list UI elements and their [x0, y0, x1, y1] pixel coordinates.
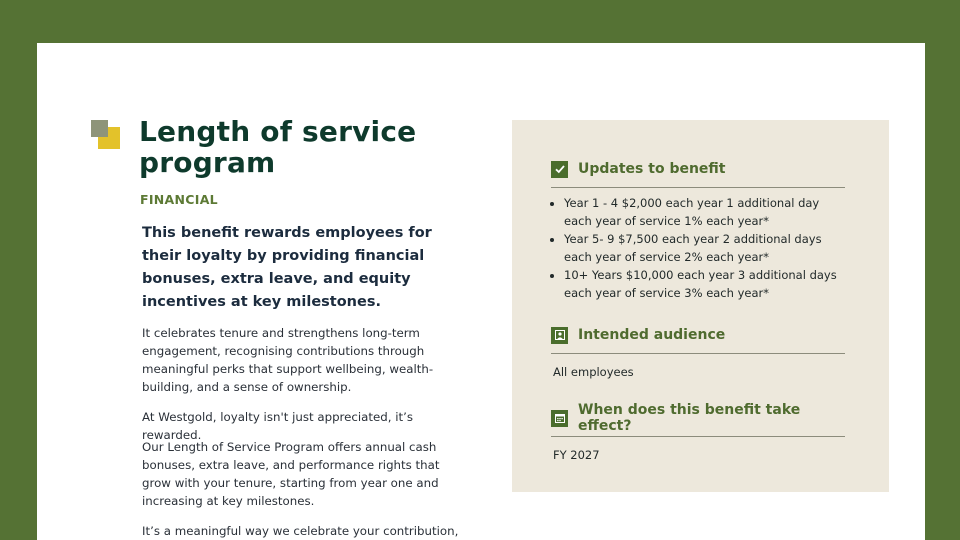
category-label: FINANCIAL [140, 192, 218, 207]
audience-text: All employees [553, 365, 634, 379]
section-header [551, 402, 845, 434]
section-header [551, 158, 845, 180]
section-heading: Updates to benefit [578, 161, 726, 177]
body-paragraph: It celebrates tenure and strengthens long-term engagement, recognising contributions through meaningful perks that support wellbeing, wealth-building, and a sense of ownership. [142, 326, 434, 394]
section-heading: When does this benefit take effect? [578, 402, 801, 434]
divider [551, 436, 845, 437]
calendar-icon [551, 410, 568, 427]
body-paragraph: It’s a meaningful way we celebrate your contribution, [142, 524, 459, 538]
brand-logo-mark [91, 120, 123, 150]
logo-grey-square [91, 120, 108, 137]
effective-date-text: FY 2027 [553, 448, 600, 462]
list-item: • Year 5- 9 $7,500 each year 2 additional days each year of service 2% each year* [564, 230, 845, 266]
updates-list [551, 194, 845, 302]
body-paragraph: Our Length of Service Program offers annual cash bonuses, extra leave, and performance rights that grow with your tenure, starting from year one and increasing at key milestones. [142, 440, 440, 508]
section-heading: Intended audience [578, 327, 726, 343]
page-title: Length of service program [139, 115, 417, 179]
updates-section [551, 158, 845, 302]
benefit-details-panel [512, 120, 889, 492]
divider [551, 187, 845, 188]
effective-date-section [551, 402, 845, 464]
divider [551, 353, 845, 354]
document-card [37, 43, 925, 540]
person-icon [551, 327, 568, 344]
list-item: • 10+ Years $10,000 each year 3 additional days each year of service 3% each year* [564, 266, 845, 302]
audience-section [551, 324, 845, 381]
list-item: • Year 1 - 4 $2,000 each year 1 additional day each year of service 1% each year* [564, 194, 845, 230]
section-header [551, 324, 845, 346]
checkbox-check-icon [551, 161, 568, 178]
lead-paragraph: This benefit rewards employees for their loyalty by providing financial bonuses, extra leave, and equity incentives at key milestones. [142, 225, 432, 310]
body-paragraph: At Westgold, loyalty isn't just appreciated, it’s rewarded. [142, 410, 414, 442]
